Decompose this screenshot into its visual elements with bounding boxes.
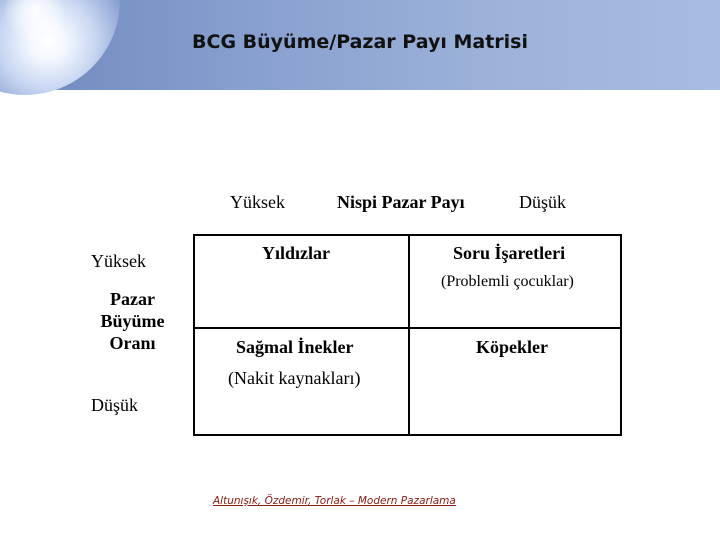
y-axis-title-line3: Oranı <box>109 333 156 353</box>
x-axis-high-label: Yüksek <box>230 192 285 212</box>
matrix-vertical-divider <box>408 234 410 436</box>
y-axis-low-label: Düşük <box>91 395 139 415</box>
quadrant-cash-cows-label: Sağmal İnekler <box>236 337 354 357</box>
quadrant-question-marks-note: (Problemli çocuklar) <box>441 273 574 290</box>
y-axis-title-line2: Büyüme <box>100 311 165 331</box>
slide-title: BCG Büyüme/Pazar Payı Matrisi <box>192 31 528 53</box>
quadrant-cash-cows-note: (Nakit kaynakları) <box>228 368 361 388</box>
quadrant-stars-label: Yıldızlar <box>262 243 330 263</box>
y-axis-title <box>80 288 185 354</box>
matrix-horizontal-divider <box>193 327 622 329</box>
y-axis-high-label: Yüksek <box>91 251 146 271</box>
quadrant-dogs-label: Köpekler <box>476 337 548 357</box>
quadrant-question-marks-label: Soru İşaretleri <box>453 243 566 263</box>
source-footer: Altunışık, Özdemir, Torlak – Modern Pazarlama <box>213 495 456 507</box>
y-axis-title-line1: Pazar <box>110 289 155 309</box>
x-axis-low-label: Düşük <box>519 192 567 212</box>
x-axis-title: Nispi Pazar Payı <box>337 192 465 212</box>
